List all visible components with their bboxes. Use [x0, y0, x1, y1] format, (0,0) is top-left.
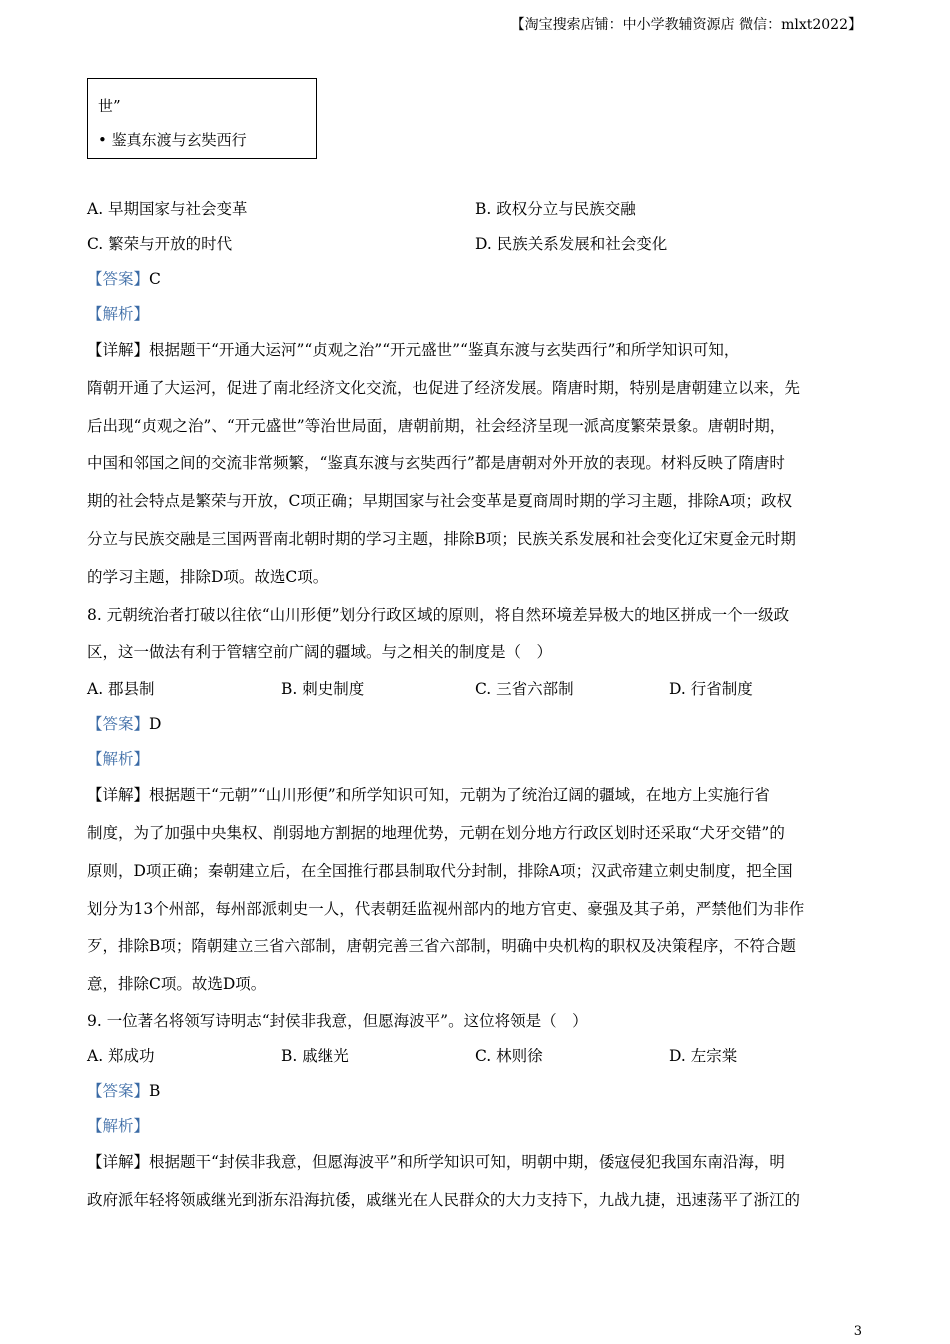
- q8-option-c: C. 三省六部制: [475, 680, 574, 699]
- page-header: 【淘宝搜索店铺：中小学教辅资源店 微信：mlxt2022】: [510, 17, 862, 33]
- q7-options-row-2: [87, 227, 867, 262]
- q8-detail-line-1: 【详解】根据题干“元朝”“山川形便”和所学知识可知，元朝为了统治辽阔的疆域，在地方上实施行省: [87, 786, 770, 805]
- q8-option-a: A. 郡县制: [87, 680, 155, 699]
- q9-detail-line-1: 【详解】根据题干“封侯非我意，但愿海波平”和所学知识可知，明朝中期，倭寇侵犯我国东南沿海，明: [87, 1152, 785, 1171]
- q7-answer-value: C: [149, 270, 161, 288]
- q8-detail-line-4: 划分为13个州部，每州部派刺史一人，代表朝廷监视州部内的地方官吏、豪强及其子弟，严禁他们为非作: [87, 899, 805, 918]
- q9-options-row: [87, 1039, 867, 1074]
- q8-analysis-label: 【解析】: [87, 750, 150, 769]
- q7-options-row-1: [87, 192, 867, 227]
- q7-answer-label: 【答案】: [87, 270, 150, 288]
- q7-detail-line-3: 后出现“贞观之治”、“开元盛世”等治世局面，唐朝前期，社会经济呈现一派高度繁荣景象。唐朝时期，: [87, 416, 786, 435]
- material-box-line-1: 世”: [98, 97, 121, 115]
- q7-detail: [87, 332, 867, 597]
- q7-detail-line-5: 期的社会特点是繁荣与开放，C项正确；早期国家与社会变革是夏商周时期的学习主题，排除A项；政权: [87, 492, 793, 511]
- q7-detail-label: 【详解】: [87, 341, 150, 359]
- q9-option-c: C. 林则徐: [475, 1046, 543, 1065]
- q8-detail-line-5: 歹，排除B项；隋朝建立三省六部制，唐朝完善三省六部制，明确中央机构的职权及决策程序，不符合题: [87, 937, 796, 956]
- q7-detail-line-4: 中国和邻国之间的交流非常频繁，“鉴真东渡与玄奘西行”都是唐朝对外开放的表现。材料反映了隋唐时: [87, 454, 785, 473]
- q8-detail-line-2: 制度，为了加强中央集权、削弱地方割据的地理优势，元朝在划分地方行政区划时还采取“犬牙交错”的: [87, 823, 785, 842]
- q9-answer-label: 【答案】: [87, 1081, 150, 1100]
- q8-answer-value: D: [149, 715, 162, 734]
- q8-detail-label: 【详解】: [87, 786, 150, 805]
- q9-analysis-label: 【解析】: [87, 1116, 150, 1135]
- q7-option-b: B. 政权分立与民族交融: [475, 200, 636, 218]
- q8-detail: [87, 777, 867, 1004]
- q8-stem-line-1: 8. 元朝统治者打破以往依“山川形便”划分行政区域的原则，将自然环境差异极大的地区拼成一个一级政: [87, 605, 790, 624]
- document-body: [87, 192, 867, 1220]
- q8-options-row: [87, 672, 867, 707]
- q7-option-a: A. 早期国家与社会变革: [87, 200, 248, 218]
- q8-option-d: D. 行省制度: [669, 680, 753, 699]
- q8-stem: [87, 597, 867, 673]
- q9-detail-line-2: 政府派年轻将领戚继光到浙东沿海抗倭，戚继光在人民群众的大力支持下，九战九捷，迅速荡平了浙江的: [87, 1190, 801, 1209]
- q9-option-b: B. 戚继光: [281, 1046, 349, 1065]
- q8-detail-line-3: 原则，D项正确；秦朝建立后，在全国推行郡县制取代分封制，排除A项；汉武帝建立刺史制度，把全国: [87, 861, 793, 880]
- q7-option-c: C. 繁荣与开放的时代: [87, 235, 233, 253]
- q8-stem-line-2: 区，这一做法有利于管辖空前广阔的疆域。与之相关的制度是（ ）: [87, 643, 553, 662]
- q7-detail-line-7: 的学习主题，排除D项。故选C项。: [87, 567, 329, 586]
- q7-detail-line-2: 隋朝开通了大运河，促进了南北经济文化交流，也促进了经济发展。隋唐时期，特别是唐朝建立以来，先: [87, 378, 801, 397]
- q9-option-d: D. 左宗棠: [669, 1046, 738, 1065]
- q7-detail-line-6: 分立与民族交融是三国两晋南北朝时期的学习主题，排除B项；民族关系发展和社会变化辽宋夏金元时期: [87, 529, 796, 548]
- q9-stem: 9. 一位著名将领写诗明志“封侯非我意，但愿海波平”。这位将领是（ ）: [87, 1011, 588, 1030]
- q8-answer: [87, 707, 867, 742]
- q7-analysis-label: 【解析】: [87, 305, 150, 323]
- q7-answer: [87, 262, 867, 297]
- q7-detail-line-1: 【详解】根据题干“开通大运河”“贞观之治”“开元盛世”“鉴真东渡与玄奘西行”和所学知识可知，: [87, 341, 740, 359]
- q7-option-d: D. 民族关系发展和社会变化: [475, 235, 668, 253]
- q8-detail-line-6: 意，排除C项。故选D项。: [87, 975, 267, 994]
- q9-detail-label: 【详解】: [87, 1152, 150, 1171]
- page-number: 3: [853, 1324, 862, 1339]
- material-box-line-2: • 鉴真东渡与玄奘西行: [98, 131, 247, 149]
- material-box: [87, 78, 317, 159]
- q9-answer-value: B: [149, 1081, 161, 1100]
- q9-option-a: A. 郑成功: [87, 1046, 155, 1065]
- q8-answer-label: 【答案】: [87, 715, 150, 734]
- q8-option-b: B. 刺史制度: [281, 680, 365, 699]
- q9-answer: [87, 1074, 867, 1109]
- q9-detail: [87, 1144, 867, 1220]
